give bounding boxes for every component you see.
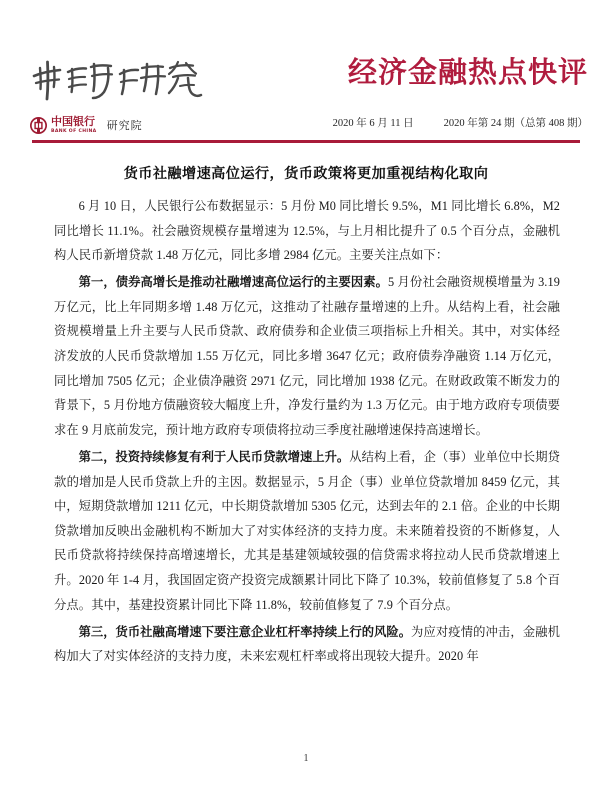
paragraph — [54, 445, 560, 617]
masthead — [0, 44, 612, 144]
bank-of-china-emblem-icon — [30, 117, 47, 134]
page-number: 1 — [303, 753, 309, 764]
masthead-divider — [32, 140, 580, 143]
publication-date: 2020 年 6 月 11 日 — [332, 118, 414, 129]
paragraph — [54, 620, 560, 669]
paragraph-lead: 第三，货币社融高增速下要注意企业杠杆率持续上行的风险。 — [78, 624, 412, 639]
bank-name-en: BANK OF CHINA — [51, 128, 97, 134]
paragraph — [54, 270, 560, 442]
paragraph-text: 从结构上看，企（事）业单位中长期贷款的增加是人民币贷款上升的主因。数据显示，5 月企（事）业单位贷款增加 8459 亿元，其中，短期贷款增加 1211 亿元，中长期贷款增加 5305 亿元，达到去年的 2.1 倍。企业的中长期贷款增加反映出金融机构不断加大了对实体经济的支持力度。未来随着投资的不断修复，人民币贷款将持续保持高增速增长，尤其是基建领域较强的信贷需求将拉动人民币贷款增速上升。2020 年 1-4 月，我国固定资产投资完成额累计同比下降了 10.3%，较前值修复了 5.8 个百分点。其中，基建投资累计同比下降 11.8%，较前值修复了 7.9 个百分点。 — [54, 449, 560, 612]
bank-name-cn: 中国银行 — [51, 114, 95, 128]
issue-line — [333, 115, 588, 130]
department-label: 研究院 — [106, 119, 143, 132]
paragraph-text: 5 月份社会融资规模增量为 3.19 万亿元，比上年同期多增 1.48 万亿元，这推动了社融存量增速的上升。从结构上看，社会融资规模增量上升主要与人民币贷款、政府债券和企业债三项指标上升相关。其中，对实体经济发放的人民币贷款增加 1.55 万亿元，同比多增 3647 亿元；政府债券净融资 1.14 万亿元，同比增加 7505 亿元；企业债净融资 2971 亿元，同比增加 1938 亿元。在财政政策不断发力的背景下，5 月份地方债融资较大幅度上升，净发行量约为 1.3 万亿元。由于地方政府专项债要求在 9 月底前发完，预计地方政府专项债将拉动三季度社融增速保持高速增长。 — [54, 275, 560, 437]
bank-of-china-wordmark — [51, 116, 97, 135]
page-title: 货币社融增速高位运行，货币政策将更加重视结构化取向 — [123, 166, 489, 182]
bank-of-china-logo-row — [30, 112, 143, 138]
paragraph-lead: 第二，投资持续修复有利于人民币贷款增速上升。 — [78, 449, 350, 464]
paragraph-text: 6 月 10 日，人民银行公布数据显示：5 月份 M0 同比增长 9.5%，M1 同比增长 6.8%，M2 同比增长 11.1%。社会融资规模存量增速为 12.5%，与上月相比提升了 0.5 个百分点，金融机构人民币新增贷款 1.48 万亿元，同比多增 2984 亿元。主要关注点如下： — [54, 199, 560, 263]
paragraph-text: 为应对疫情的冲击，金融机构加大了对实体经济的支持力度，未来宏观杠杆率或将出现较大提升。2020 年 — [54, 624, 560, 664]
publication-title: 经济金融热点快评 — [347, 55, 588, 89]
paragraph — [54, 194, 560, 268]
brand-script-icon — [28, 58, 203, 104]
article-body — [54, 194, 560, 669]
paragraph-lead: 第一，债券高增长是推动社融增速高位运行的主要因素。 — [78, 275, 389, 290]
issue-number: 2020 年第 24 期（总第 408 期） — [443, 118, 588, 129]
brand-script-logo — [28, 58, 203, 104]
